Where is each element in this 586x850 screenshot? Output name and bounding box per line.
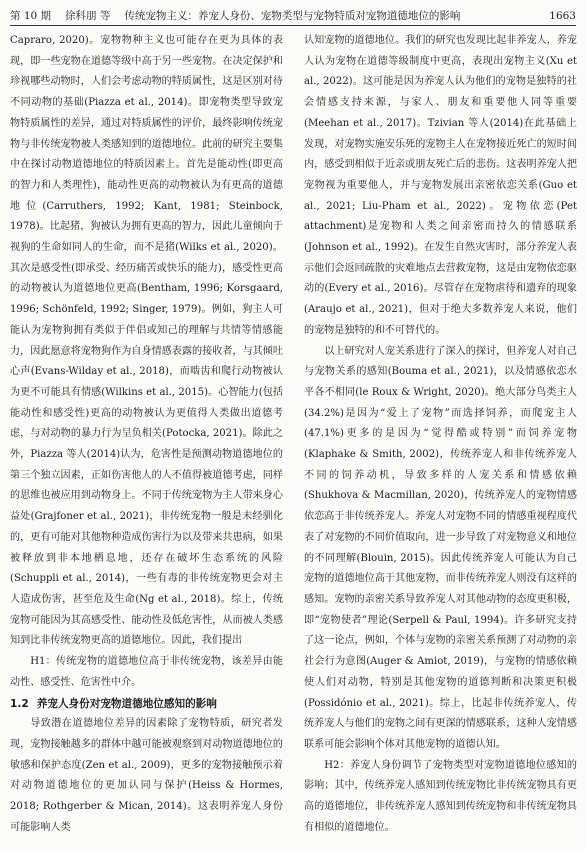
header-article-title: 传统宠物主义：养宠人身份、宠物类型与宠物特质对宠物道德地位的影响 bbox=[124, 10, 461, 22]
page-number: 1663 bbox=[549, 10, 576, 22]
left-column bbox=[10, 31, 283, 848]
running-header bbox=[10, 4, 576, 22]
section-number: 1.2 bbox=[10, 697, 29, 710]
hypothesis-h2: H2：养宠人身份调节了宠物类型对宠物道德地位感知的影响；其中，传统养宠人感知到传统宠物比非传统宠物具有更高的道德地位，非传统养宠人感知到传统宠物和非传统宠物具有相似的道德地位。 bbox=[304, 759, 577, 833]
paragraph: 认知宠物的道德地位。我们的研究也发现比起非养宠人，养宠人认为宠物在道德等级制度中更高，表现出宠物主义(Xu et al., 2022)。这可能是因为养宠人认为他们的宠物是独特的社会情感支持来源，与家人、朋友和重要他人同等重要(Meehan et al., 2017)。Tzivian 等人(2014)在此基础上发现，对宠物实施安乐死的宠物主人在宠物接近死亡的短时间内，感受到相似于近亲或朋友死亡后的悲伤。这表明养宠人把宠物视为重要他人，并与宠物发展出亲密依恋关系(Guo et al., 2021; Liu-Pham et al., 2022)。宠物依恋(Pet attachment)是宠物和人类之间亲密而持久的情感联系(Johnson et al., 1992)。在发生自然灾害时，部分养宠人表示他们会返回疏散的灾难地点去营救宠物，这是由宠物依恋驱动的(Every et al., 2016)。尽管存在宠物虐待和遗弃的现象(Araujo et al., 2021)，但对于绝大多数养宠人来说，他们的宠物是独特的和不可替代的。 bbox=[304, 35, 577, 336]
header-left bbox=[10, 10, 460, 22]
paragraph: 以上研究对人宠关系进行了深入的探讨，但养宠人对自己与宠物关系的感知(Bouma et al., 2021)，以及情感依恋水平各不相同(le Roux & Wright, 2020)。绝大部分鸟类主人(34.2%)是因为“爱上了宠物”而选择饲养，而爬宠主人(47.1%)更多的是因为“觉得酷或特别”而饲养宠物(Klaphake & Smith, 2002)，传统养宠人和非传统养宠人不同的饲养动机，导致多样的人宠关系和情感依赖(Shukhova & Macmillan, 2020)，传统养宠人的宠物情感依恋高于非传统养宠人。养宠人对宠物不同的情感重视程度代表了对宠物的不同价值取向，进一步导致了对宠物意义和地位的不同理解(Blouin, 2015)。因此传统养宠人可能认为自己宠物的道德地位高于其他宠物，而非传统养宠人则没有这样的感知。宠物的亲密关系导致养宠人对其他动物的态度更积极，即“宠物使者”理论(Serpell & Paul, 1994)。许多研究支持了这一论点，例如，个体与宠物的亲密关系预测了对动物的亲社会行为意图(Auger & Amiot, 2019)，与宠物的情感依赖使人们对动物，特别是其他宠物的道德判断和决策更积极(Possidónio et al., 2021)。综上，比起非传统养宠人，传统养宠人与他们的宠物之间有更深的情感联系，这种人宠情感联系可能会影响个体对其他宠物的道德认知。 bbox=[304, 345, 577, 750]
section-title: 养宠人身份对宠物道德地位感知的影响 bbox=[36, 697, 217, 710]
header-rule bbox=[10, 25, 576, 26]
paragraph: Capraro, 2020)。宠物物种主义也可能存在更为具体的表现，即一些宠物在道德等级中高于另一些宠物。在决定保护和珍视哪些动物时，人们会考虑动物的特质属性，这是区别对待不同动物的基础(Piazza et al., 2014)。即宠物类型导致宠物特质属性的差异，通过对特质属性的评价，最终影响传统宠物与非传统宠物被人类感知到的道德地位。此前的研究主要集中在探讨动物道德地位的特质因素上。首先是能动性(即更高的智力和人类理性)，能动性更高的动物被认为有更高的道德地位(Carruthers, 1992; Kant, 1981; Steinbock, 1978)。比起猪，狗被认为拥有更高的智力，因此儿童倾向于视狗的生命如同人的生命，而不是猪(Wilks et al., 2020)。其次是感受性(即承受、经历痛苦或快乐的能力)，感受性更高的动物被认为道德地位更高(Bentham, 1996; Korsgaard, 1996; Schönfeld, 1992; Singer, 1979)。例如，狗主人可能认为宠物狗拥有类似于伴侣或知己的理解与共情等情感能力，因此愿意将宠物狗作为自身情感表露的接收者，与其倾吐心声(Evans-Wilday et al., 2018)，而啮齿和爬行动物被认为更不可能具有情感(Wilkins et al., 2015)。心智能力(包括能动性和感受性)更高的动物被认为更值得人类做出道德考虑，与对动物的暴力行为呈负相关(Potocka, 2021)。除此之外，Piazza 等人(2014)认为，危害性是预测动物道德地位的第三个独立因素，正如伤害他人的人不值得被道德考虑，同样的思维也被应用到动物身上。不同于传统宠物为主人带来身心益处(Grajfoner et al., 2021)，非传统宠物一般是未经驯化的，更有可能对其他物种造成伤害行为以及带来共患病，如果被释放到非本地栖息地，还存在破坏生态系统的风险(Schuppli et al., 2014)，一些有毒的非传统宠物更会对主人造成伤害，甚至危及生命(Ng et al., 2018)。综上，传统宠物可能因为其高感受性、能动性及低危害性，从而被人类感知到比非传统宠物更高的道德地位。因此，我们提出 bbox=[10, 35, 283, 647]
paragraph: 导致潜在道德地位差异的因素除了宠物特质，研究者发现，宠物接触越多的群体中越可能被观察到对动物道德地位的敏感和保护态度(Zen et al., 2009)，更多的宠物接触预示着对动物道德地位的更加认同与保护(Heiss & Hormes, 2018; Rothgerber & Mican, 2014)。这表明养宠人身份可能影响人类 bbox=[10, 718, 283, 833]
issue-number: 第 10 期 bbox=[10, 10, 52, 22]
body-columns bbox=[10, 31, 576, 848]
section-heading bbox=[10, 694, 283, 715]
right-column bbox=[304, 31, 577, 848]
hypothesis-h1: H1：传统宠物的道德地位高于非传统宠物，该差异由能动性、感受性、危害性中介。 bbox=[10, 656, 283, 688]
header-authors: 徐科朋 等 bbox=[65, 10, 111, 22]
